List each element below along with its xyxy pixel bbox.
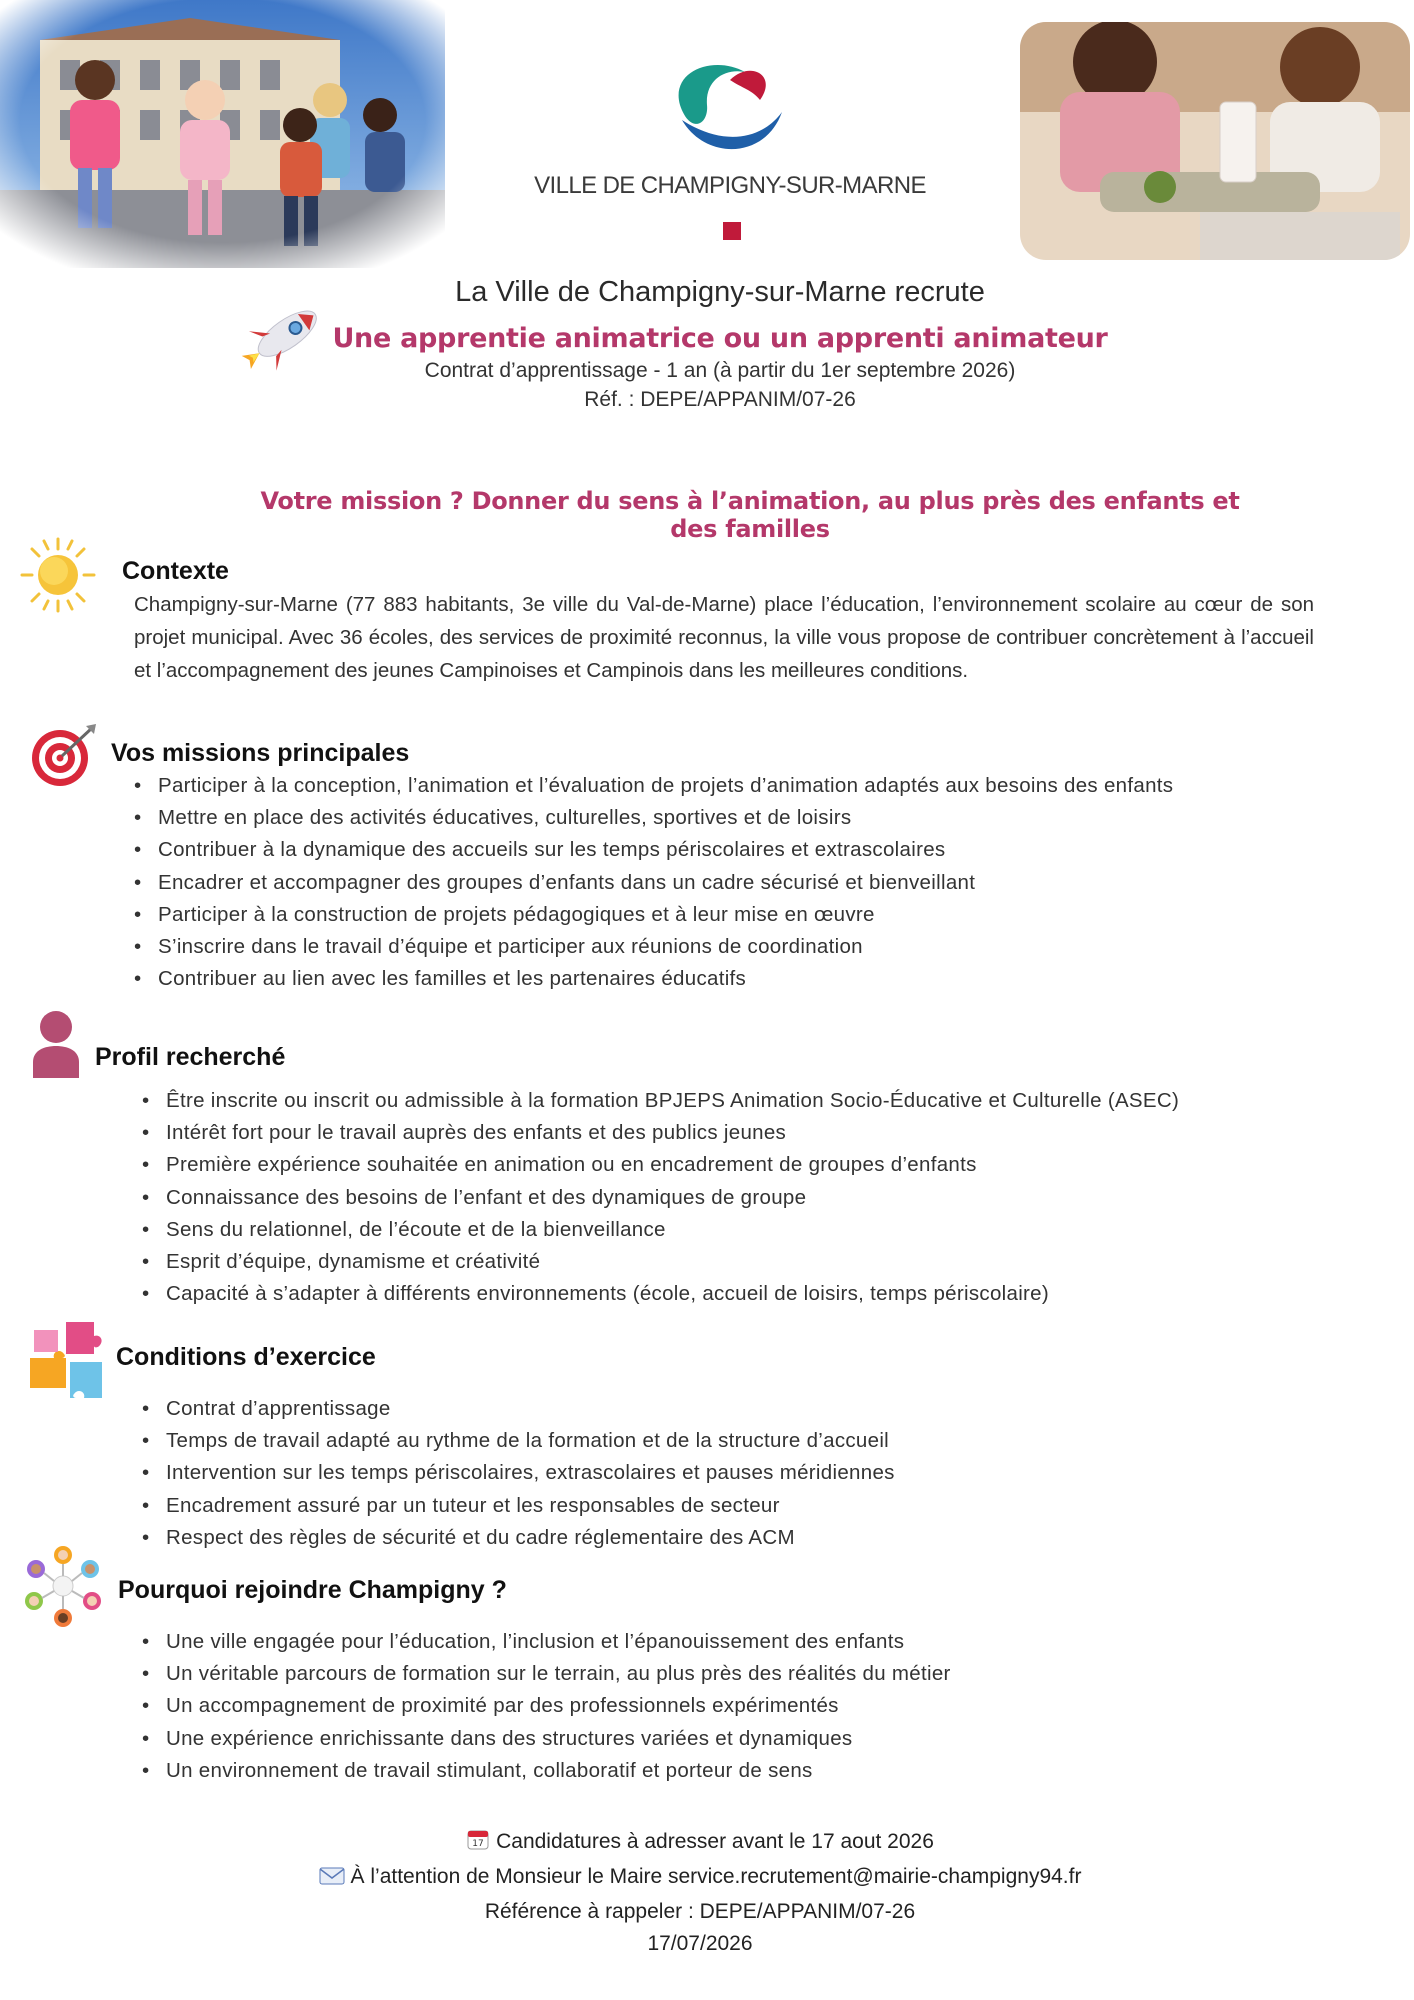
section-title-conditions: Conditions d’exercice (116, 1343, 376, 1371)
person-icon (31, 1010, 81, 1083)
sun-icon (18, 535, 98, 620)
list-item: • Connaissance des besoins de l’enfant et des dynamiques de groupe (142, 1182, 1179, 1214)
list-item: • Une expérience enrichissante dans des structures variées et dynamiques (142, 1723, 951, 1755)
list-item: • Contribuer à la dynamique des accueils sur les temps périscolaires et extrascolaires (134, 834, 1173, 866)
list-item: • Esprit d’équipe, dynamisme et créativité (142, 1246, 1179, 1278)
list-item: • Encadrement assuré par un tuteur et les responsables de secteur (142, 1490, 895, 1522)
document-date: 17/07/2026 (647, 1932, 753, 1955)
list-item: • Respect des règles de sécurité et du cadre réglementaire des ACM (142, 1522, 895, 1554)
list-item: • Participer à la construction de projets pédagogiques et à leur mise en œuvre (134, 899, 1173, 931)
profil-list (142, 1085, 1179, 1310)
contract-info: Contrat d’apprentissage - 1 an (à partir du 1er septembre 2026) (424, 359, 1016, 382)
list-item: • Une ville engagée pour l’éducation, l’inclusion et l’épanouissement des enfants (142, 1626, 951, 1658)
recruiting-heading: La Ville de Champigny-sur-Marne recrute (455, 276, 985, 308)
section-title-pourquoi: Pourquoi rejoindre Champigny ? (118, 1576, 507, 1604)
footer (200, 1826, 1200, 1960)
list-item: • Être inscrite ou inscrit ou admissible à la formation BPJEPS Animation Socio-Éducative et Culturelle (ASEC) (142, 1085, 1179, 1117)
list-item: • Intervention sur les temps périscolaires, extrascolaires et pauses méridiennes (142, 1457, 895, 1489)
list-item: • Un accompagnement de proximité par des professionnels expérimentés (142, 1690, 951, 1722)
contexte-text: Champigny-sur-Marne (77 883 habitants, 3e ville du Val-de-Marne) place l’éducation, l’environnement scolaire au cœur de son projet municipal. Avec 36 écoles, des services de proximité reconnus, la ville vous propose de contribuer concrètement à l’accueil et l’accompagnement des jeunes Campinoises et Campinois dans les meilleures conditions. (134, 593, 1314, 682)
target-icon (30, 722, 100, 793)
list-item: • Participer à la conception, l’animation et l’évaluation de projets d’animation adaptés aux besoins des enfants (134, 770, 1173, 802)
list-item: • Temps de travail adapté au rythme de la formation et de la structure d’accueil (142, 1425, 895, 1457)
list-item: • Encadrer et accompagner des groupes d’enfants dans un cadre sécurisé et bienveillant (134, 867, 1173, 899)
list-item: • Capacité à s’adapter à différents environnements (école, accueil de loisirs, temps périscolaire) (142, 1278, 1179, 1310)
job-title: Une apprentie animatrice ou un apprenti animateur (332, 323, 1108, 354)
list-item: • Mettre en place des activités éducatives, culturelles, sportives et de loisirs (134, 802, 1173, 834)
calendar-icon (466, 1827, 490, 1861)
logo-square (723, 222, 741, 240)
city-logo (520, 50, 940, 250)
list-item: • Intérêt fort pour le travail auprès des enfants et des publics jeunes (142, 1117, 1179, 1149)
deadline-text: Candidatures à adresser avant le 17 aout 2026 (496, 1830, 934, 1853)
section-title-contexte: Contexte (122, 557, 229, 585)
list-item: • Sens du relationnel, de l’écoute et de la bienveillance (142, 1214, 1179, 1246)
job-reference: Réf. : DEPE/APPANIM/07-26 (584, 388, 856, 411)
title-block (300, 274, 1140, 414)
deadline-line (200, 1826, 1200, 1861)
reference-text: Référence à rappeler : DEPE/APPANIM/07-26 (484, 1900, 916, 1923)
section-title-profil: Profil recherché (95, 1043, 286, 1071)
logo-text: VILLE DE CHAMPIGNY-SUR-MARNE (534, 172, 926, 199)
pourquoi-list (142, 1626, 951, 1787)
conditions-list (142, 1393, 895, 1554)
list-item: • Contribuer au lien avec les familles et les partenaires éducatifs (134, 963, 1173, 995)
children-lunch-photo (1020, 22, 1410, 260)
puzzle-icon (26, 1318, 106, 1407)
missions-list (134, 770, 1173, 995)
list-item: • Un véritable parcours de formation sur le terrain, au plus près des réalités du métier (142, 1658, 951, 1690)
mission-tagline: Votre mission ? Donner du sens à l’animation, au plus près des enfants et des familles (260, 487, 1240, 543)
list-item: • S’inscrire dans le travail d’équipe et participer aux réunions de coordination (134, 931, 1173, 963)
list-item: • Première expérience souhaitée en animation ou en encadrement de groupes d’enfants (142, 1149, 1179, 1181)
section-title-missions: Vos missions principales (111, 739, 410, 767)
email-icon (319, 1864, 345, 1896)
contact-text[interactable]: À l’attention de Monsieur le Maire service.recrutement@mairie-champigny94.fr (350, 1865, 1082, 1888)
contact-line (200, 1861, 1200, 1896)
svg-text:17: 17 (472, 1839, 484, 1849)
children-running-photo (0, 0, 445, 268)
children-circle-icon (20, 1543, 106, 1634)
list-item: • Contrat d’apprentissage (142, 1393, 895, 1425)
list-item: • Un environnement de travail stimulant, collaboratif et porteur de sens (142, 1755, 951, 1787)
